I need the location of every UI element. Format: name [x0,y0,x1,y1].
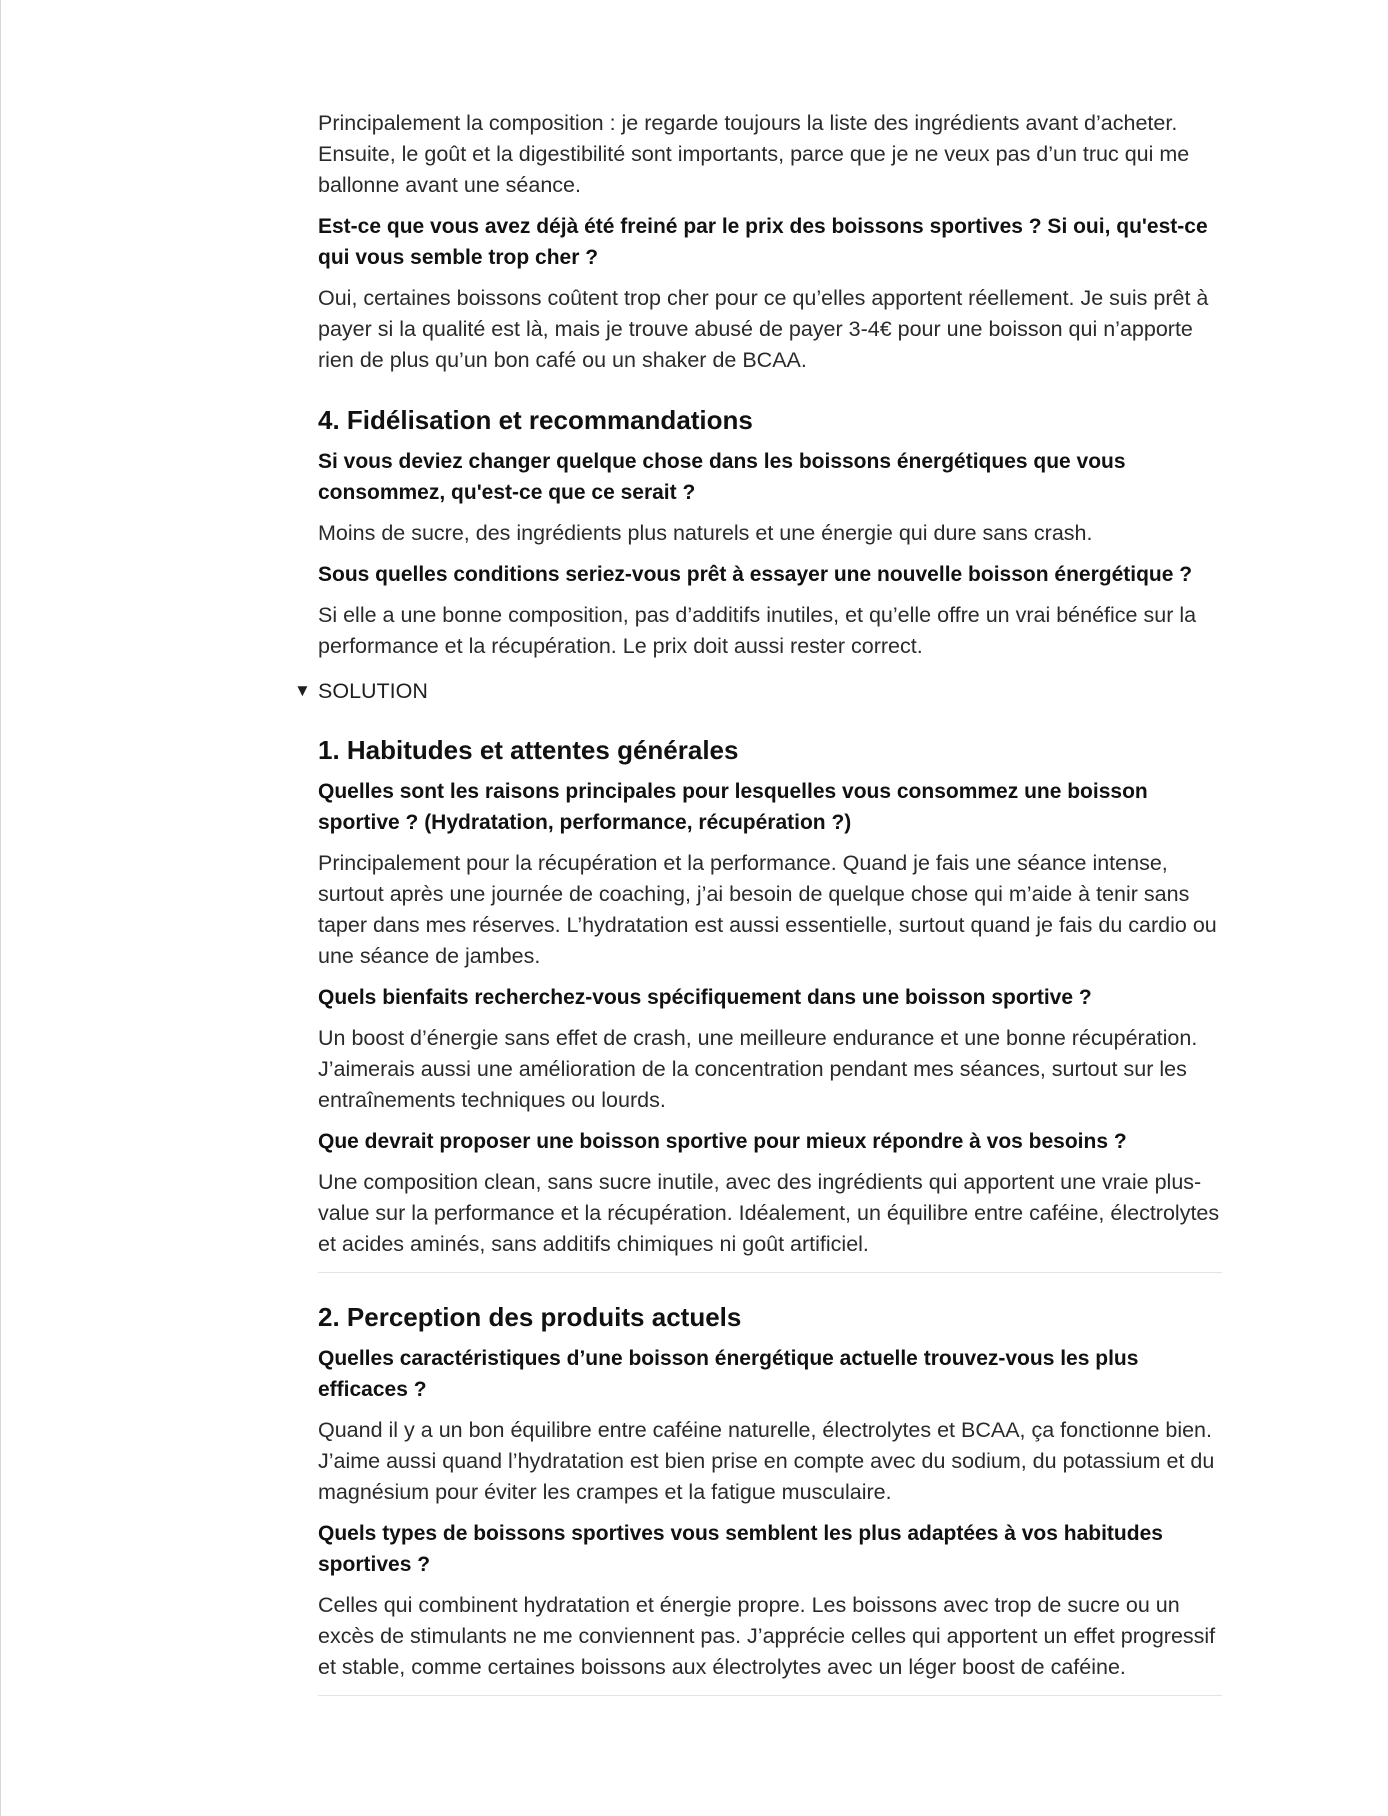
toggle-expanded-icon[interactable]: ▼ [294,681,311,700]
section-divider [318,1272,1222,1273]
question-paragraph: Que devrait proposer une boisson sportive pour mieux répondre à vos besoins ? [318,1130,1127,1153]
answer-paragraph: Principalement la composition : je regarde toujours la liste des ingrédients avant d’acheter. Ensuite, le goût et la digestibilité sont importants, parce que je ne veux pas d’un truc qui me ballonne avant une séance. [318,111,1190,197]
answer-paragraph: Un boost d’énergie sans effet de crash, une meilleure endurance et une bonne récupération. J’aimerais aussi une amélioration de la concentration pendant mes séances, surtout sur les entraînements techniques ou lourds. [318,1026,1198,1112]
answer-paragraph: Si elle a une bonne composition, pas d’additifs inutiles, et qu’elle offre un vrai bénéfice sur la performance et la récupération. Le prix doit aussi rester correct. [318,603,1197,658]
question-paragraph: Sous quelles conditions seriez-vous prêt à essayer une nouvelle boisson énergétique ? [318,563,1193,586]
answer-paragraph: Moins de sucre, des ingrédients plus naturels et une énergie qui dure sans crash. [318,521,1093,545]
question-paragraph: Quelles sont les raisons principales pour lesquelles vous consommez une boisson sportive ? (Hydratation, performance, récupération ?) [318,780,1148,834]
document-content [294,108,1222,1696]
question-paragraph: Quelles caractéristiques d’une boisson énergétique actuelle trouvez-vous les plus efficaces ? [318,1347,1139,1401]
section-divider [318,1695,1222,1696]
answer-paragraph: Une composition clean, sans sucre inutile, avec des ingrédients qui apportent une vraie plus-value sur la performance et la récupération. Idéalement, un équilibre entre caféine, électrolytes et acides aminés, sans additifs chimiques ni goût artificiel. [318,1170,1220,1256]
section-heading-habitudes: 1. Habitudes et attentes générales [318,735,739,765]
question-paragraph: Est-ce que vous avez déjà été freiné par le prix des boissons sportives ? Si oui, qu'est-ce qui vous semble trop cher ? [318,215,1208,269]
toggle-label: SOLUTION [318,679,428,703]
answer-paragraph: Principalement pour la récupération et la performance. Quand je fais une séance intense, surtout après une journée de coaching, j’ai besoin de quelque chose qui m’aide à tenir sans taper dans mes réserves. L’hydratation est aussi essentielle, surtout quand je fais du cardio ou une séance de jambes. [318,851,1217,968]
answer-paragraph: Celles qui combinent hydratation et énergie propre. Les boissons avec trop de sucre ou un excès de stimulants ne me conviennent pas. J’apprécie celles qui apportent un effet progressif et stable, comme certaines boissons aux électrolytes avec un léger boost de caféine. [318,1593,1216,1679]
section-heading-fidelisation: 4. Fidélisation et recommandations [318,405,753,435]
section-heading-perception: 2. Perception des produits actuels [318,1302,742,1332]
solution-toggle[interactable] [294,676,1222,706]
question-paragraph: Quels bienfaits recherchez-vous spécifiquement dans une boisson sportive ? [318,986,1092,1009]
question-paragraph: Quels types de boissons sportives vous semblent les plus adaptées à vos habitudes sportives ? [318,1522,1163,1576]
question-paragraph: Si vous deviez changer quelque chose dans les boissons énergétiques que vous consommez, qu'est-ce que ce serait ? [318,450,1126,504]
page-left-border [0,0,1,1816]
answer-paragraph: Quand il y a un bon équilibre entre caféine naturelle, électrolytes et BCAA, ça fonctionne bien. J’aime aussi quand l’hydratation est bien prise en compte avec du sodium, du potassium et du magnésium pour éviter les crampes et la fatigue musculaire. [318,1418,1215,1504]
answer-paragraph: Oui, certaines boissons coûtent trop cher pour ce qu’elles apportent réellement. Je suis prêt à payer si la qualité est là, mais je trouve abusé de payer 3-4€ pour une boisson qui n’apporte rien de plus qu’un bon café ou un shaker de BCAA. [318,286,1209,372]
